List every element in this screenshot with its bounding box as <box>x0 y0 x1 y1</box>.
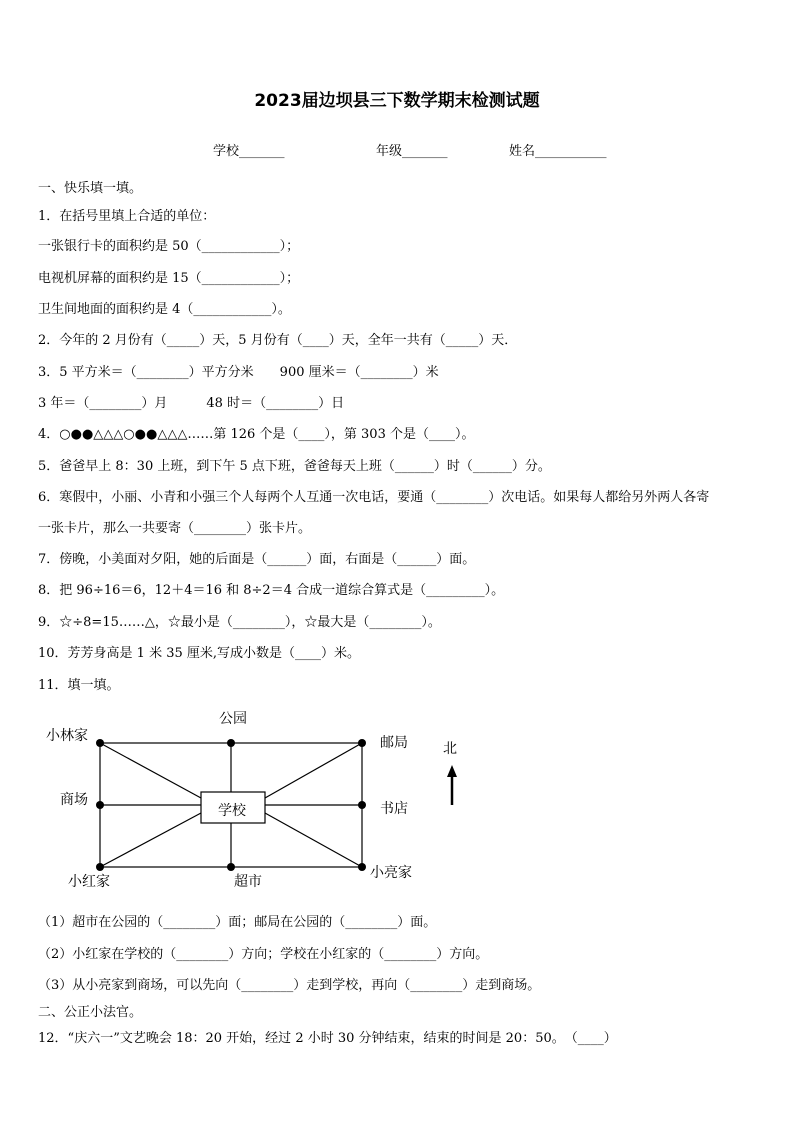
map-road-xiaohong <box>100 813 201 867</box>
question-1a: 一张银行卡的面积约是 50（____________）； <box>38 239 300 254</box>
name-field: 姓名___________ <box>509 144 607 159</box>
label-xiaohong: 小红家 <box>68 874 110 890</box>
question-11-2: （2）小红家在学校的（________）方向；学校在小红家的（________）方向。 <box>38 947 489 962</box>
map-road-post <box>265 743 362 798</box>
label-xiaolin: 小林家 <box>46 728 88 744</box>
label-school: 学校 <box>218 803 246 819</box>
question-3a: 3．5 平方米＝（________）平方分米 900 厘米＝（________）米 <box>38 365 439 380</box>
dot-bookstore <box>358 801 366 809</box>
grade-field: 年级_______ <box>376 144 448 159</box>
question-11-3: （3）从小亮家到商场，可以先向（________）走到学校，再向（________）走到商场。 <box>38 978 541 993</box>
label-supermarket: 超市 <box>234 874 262 890</box>
question-4: 4．○●●△△△○●●△△△……第 126 个是（____），第 303 个是（____）。 <box>38 427 475 442</box>
question-6b: 一张卡片，那么一共要寄（________）张卡片。 <box>38 521 312 536</box>
map-road-xiaoliang <box>265 813 362 867</box>
dot-xiaolin <box>96 739 104 747</box>
label-mall: 商场 <box>60 792 88 808</box>
section-heading-2: 二、公正小法官。 <box>38 1005 143 1020</box>
section-heading-1: 一、快乐填一填。 <box>38 181 143 196</box>
question-11-1: （1）超市在公园的（________）面；邮局在公园的（________）面。 <box>38 915 437 930</box>
question-1b: 电视机屏幕的面积约是 15（____________）； <box>38 271 300 286</box>
question-12: 12．“庆六一”文艺晚会 18：20 开始，经过 2 小时 30 分钟结束，结束的时间是 20：50。 （____） <box>38 1031 617 1046</box>
question-2: 2．今年的 2 月份有（_____）天，5 月份有（____）天，全年一共有（_____）天． <box>38 333 518 348</box>
question-5: 5．爸爸早上 8：30 上班，到下午 5 点下班，爸爸每天上班（______）时（______）分。 <box>38 459 551 474</box>
dot-supermarket <box>227 863 235 871</box>
map-road-xiaolin <box>100 743 201 798</box>
dot-xiaoliang <box>358 863 366 871</box>
dot-xiaohong <box>96 863 104 871</box>
dot-post <box>358 739 366 747</box>
label-park: 公园 <box>219 711 247 727</box>
question-10: 10．芳芳身高是 1 米 35 厘米,写成小数是（____）米。 <box>38 646 361 661</box>
question-6a: 6．寒假中，小丽、小青和小强三个人每两个人互通一次电话，要通（________）次电话。如果每人都给另外两人各寄 <box>38 490 710 505</box>
question-7: 7．傍晚，小美面对夕阳，她的后面是（______）面，右面是（______）面。 <box>38 552 476 567</box>
question-11: 11．填一填。 <box>38 678 120 693</box>
label-north: 北 <box>443 741 457 757</box>
label-bookstore: 书店 <box>380 801 408 817</box>
school-field: 学校_______ <box>213 144 285 159</box>
question-1: 1．在括号里填上合适的单位： <box>38 209 216 224</box>
north-arrow-head <box>447 765 457 777</box>
dot-mall <box>96 801 104 809</box>
page-title: 2023届边坝县三下数学期末检测试题 <box>254 91 540 111</box>
question-3b: 3 年＝（________）月 48 时＝（________）日 <box>38 396 345 411</box>
question-9: 9．☆÷8=15……△，☆最小是（________），☆最大是（________）。 <box>38 615 441 630</box>
question-8: 8．把 96÷16＝6，12＋4＝16 和 8÷2＝4 合成一道综合算式是（_________）。 <box>38 583 505 598</box>
question-1c: 卫生间地面的面积约是 4（____________）。 <box>38 302 291 317</box>
label-xiaoliang: 小亮家 <box>370 865 412 881</box>
direction-map <box>40 705 480 895</box>
dot-park <box>227 739 235 747</box>
label-post: 邮局 <box>380 735 408 751</box>
